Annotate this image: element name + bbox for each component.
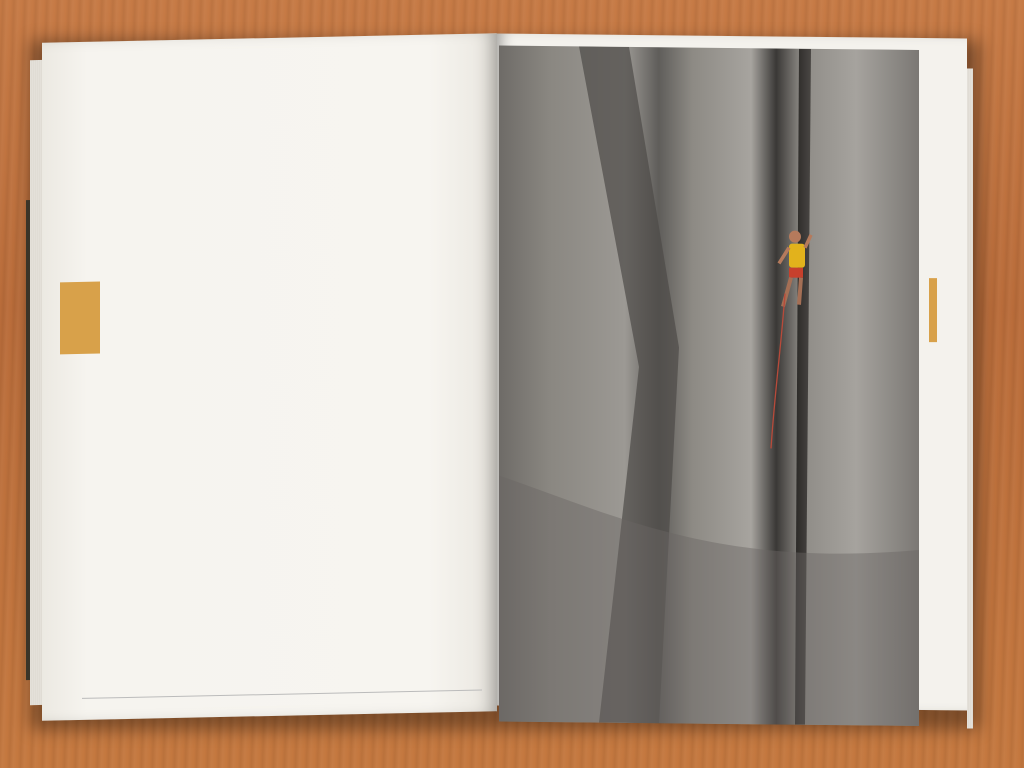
rock-face-illustration — [499, 46, 919, 726]
climber-shorts — [789, 268, 803, 278]
climbing-photo — [499, 46, 919, 726]
right-side-tab — [929, 278, 937, 342]
right-page-stack-edge — [967, 68, 973, 728]
chapter-side-tab — [60, 282, 100, 355]
route-list — [126, 83, 486, 91]
climbing-rope — [771, 293, 785, 448]
lower-rock-shadow — [499, 476, 919, 726]
caption-text — [108, 638, 488, 646]
caption-arrow — [108, 638, 488, 646]
left-page — [42, 33, 497, 721]
route-entries — [126, 83, 486, 91]
right-page — [497, 34, 967, 711]
climber-shirt — [789, 244, 805, 268]
photo-caption — [108, 638, 488, 646]
page-footer — [82, 690, 482, 701]
route-sections — [126, 83, 486, 91]
